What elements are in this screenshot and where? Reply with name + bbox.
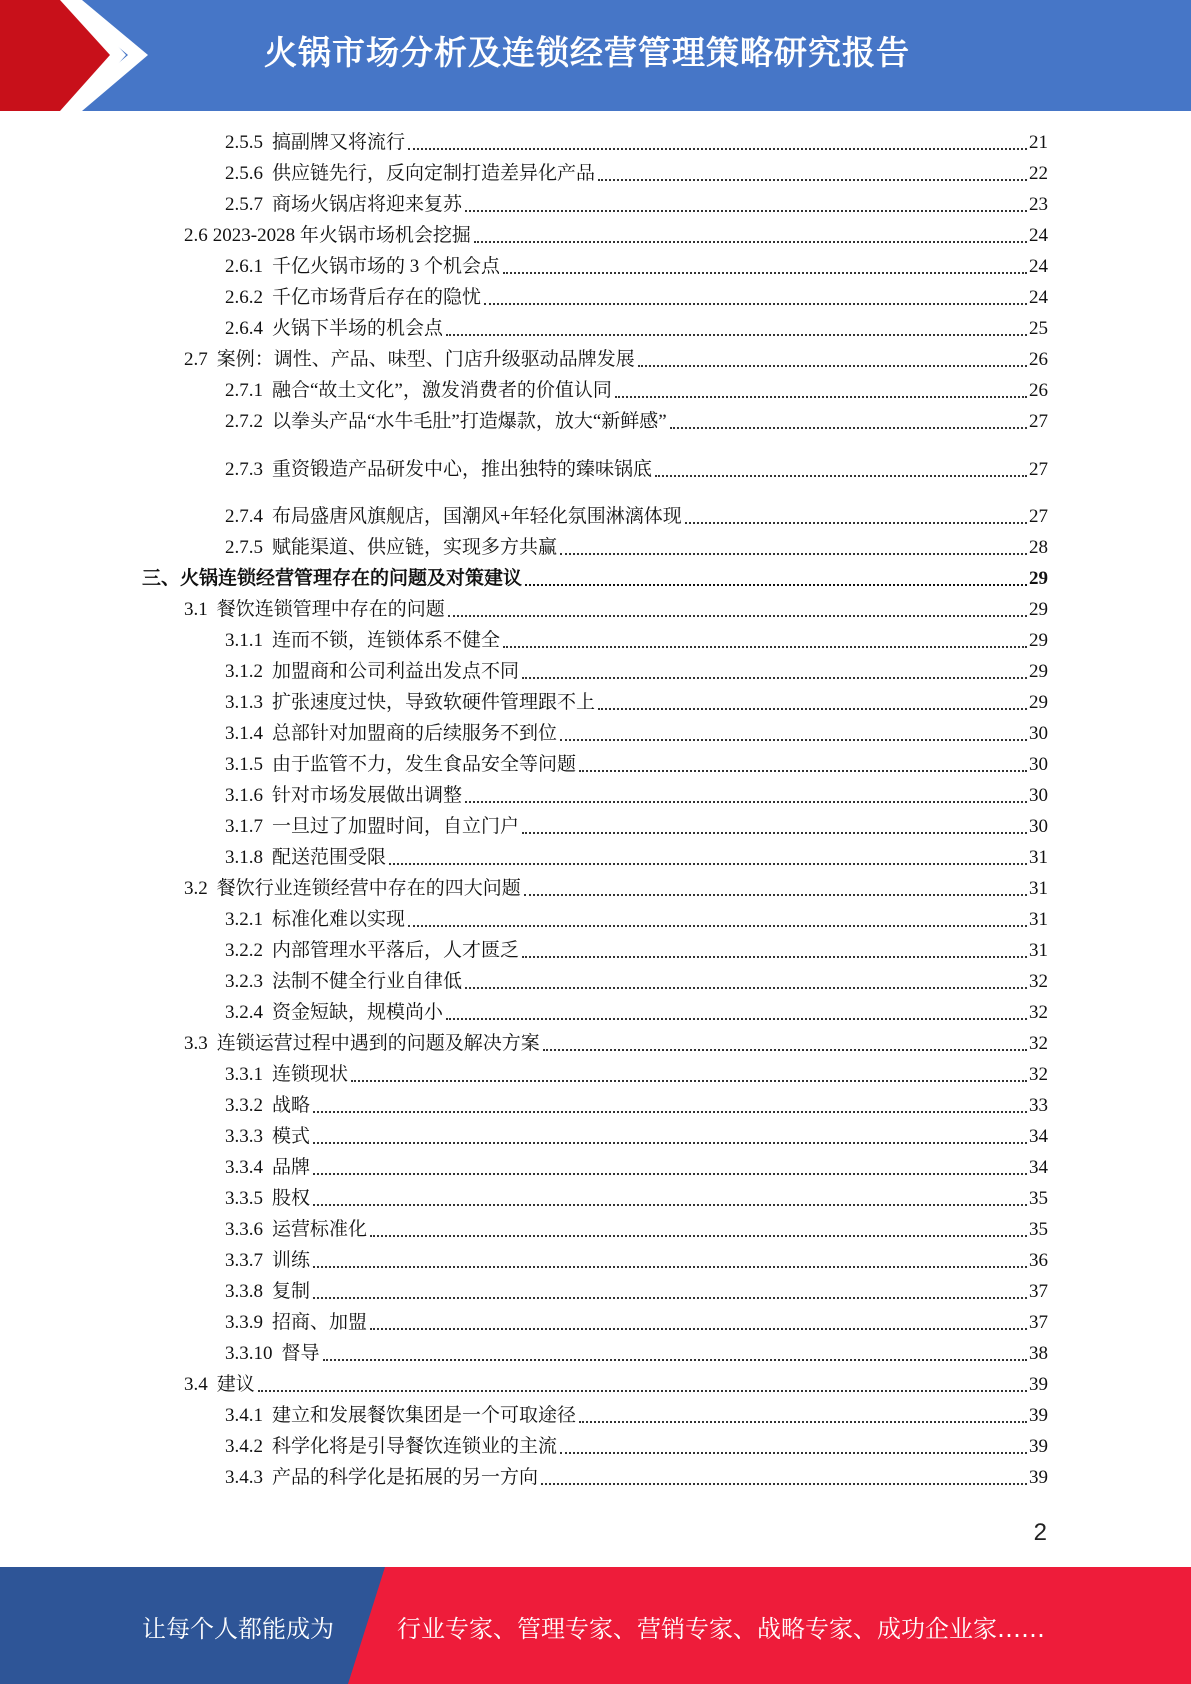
toc-entry-number: 2.6.4 — [225, 318, 263, 339]
toc-entry-number: 3.4 — [184, 1374, 208, 1395]
toc-entry-number: 3.2.4 — [225, 1002, 263, 1023]
toc-entry-title: 建议 — [216, 1374, 255, 1395]
toc-dot-leader — [670, 426, 1027, 429]
toc-entry-title: 千亿市场背后存在的隐忧 — [272, 287, 482, 308]
toc-entry-page: 24 — [1029, 287, 1048, 308]
toc-entry-page: 34 — [1029, 1157, 1048, 1178]
toc-entry-number: 2.7.2 — [225, 411, 263, 432]
toc-entry-title: 督导 — [281, 1343, 320, 1364]
toc-entry[interactable] — [225, 1063, 1048, 1087]
toc-entry-title: 搞副牌又将流行 — [272, 132, 406, 153]
toc-entry-title: 法制不健全行业自律低 — [272, 971, 463, 992]
toc-entry-title: 连锁运营过程中遇到的问题及解决方案 — [216, 1033, 540, 1054]
toc-entry[interactable] — [225, 846, 1048, 870]
toc-dot-leader — [446, 1017, 1027, 1020]
toc-entry-page: 32 — [1029, 1033, 1048, 1054]
toc-entry-page: 26 — [1029, 380, 1048, 401]
toc-entry[interactable] — [225, 1435, 1048, 1459]
toc-entry-title: 火锅下半场的机会点 — [272, 318, 444, 339]
toc-entry-page: 24 — [1029, 256, 1048, 277]
toc-entry[interactable] — [225, 1001, 1048, 1025]
toc-dot-leader — [655, 474, 1027, 477]
toc-entry-number: 3.1.1 — [225, 630, 263, 651]
toc-dot-leader — [465, 986, 1027, 989]
toc-entry-page: 30 — [1029, 816, 1048, 837]
toc-dot-leader — [541, 1482, 1027, 1485]
toc-entry-page: 39 — [1029, 1467, 1048, 1488]
toc-entry-number: 3.2.2 — [225, 940, 263, 961]
toc-entry[interactable] — [225, 1094, 1048, 1118]
toc-entry[interactable] — [225, 908, 1048, 932]
toc-entry-number: 3.3.4 — [225, 1157, 263, 1178]
toc-entry-title: 内部管理水平落后，人才匮乏 — [272, 940, 520, 961]
toc-entry-page: 24 — [1029, 225, 1048, 246]
toc-dot-leader — [615, 395, 1027, 398]
toc-entry-title: 布局盛唐风旗舰店，国潮风+年轻化氛围淋漓体现 — [272, 506, 682, 527]
toc-entry-page: 38 — [1029, 1343, 1048, 1364]
toc-dot-leader — [446, 333, 1027, 336]
toc-entry-number: 3.3.3 — [225, 1126, 263, 1147]
toc-entry[interactable] — [225, 784, 1048, 808]
toc-entry[interactable] — [225, 458, 1048, 482]
toc-entry-title: 重资锻造产品研发中心，推出独特的臻味锅底 — [272, 459, 653, 480]
toc-entry-title: 训练 — [272, 1250, 311, 1271]
toc-entry[interactable] — [225, 286, 1048, 310]
toc-entry-title: 火锅连锁经营管理存在的问题及对策建议 — [180, 568, 523, 589]
toc-dot-leader — [465, 209, 1027, 212]
toc-dot-leader — [522, 676, 1027, 679]
toc-entry[interactable] — [225, 1280, 1048, 1304]
toc-entry[interactable] — [225, 162, 1048, 186]
toc-entry-number: 3.2.3 — [225, 971, 263, 992]
toc-entry-title: 产品的科学化是拓展的另一方向 — [272, 1467, 539, 1488]
toc-entry-number: 3.4.1 — [225, 1405, 263, 1426]
toc-dot-leader — [323, 1358, 1027, 1361]
toc-entry[interactable] — [225, 753, 1048, 777]
toc-entry-number: 2.7.4 — [225, 506, 263, 527]
toc-dot-leader — [351, 1079, 1027, 1082]
toc-entry[interactable] — [225, 970, 1048, 994]
toc-dot-leader — [313, 1141, 1027, 1144]
toc-entry-page: 27 — [1029, 459, 1048, 480]
toc-dot-leader — [685, 521, 1027, 524]
toc-entry[interactable] — [225, 317, 1048, 341]
toc-entry[interactable] — [225, 536, 1048, 560]
toc-dot-leader — [598, 707, 1027, 710]
toc-entry-page: 30 — [1029, 785, 1048, 806]
toc-entry[interactable] — [225, 505, 1048, 529]
toc-entry-title: 科学化将是引导餐饮连锁业的主流 — [272, 1436, 558, 1457]
toc-entry[interactable] — [225, 660, 1048, 684]
toc-entry-title: 配送范围受限 — [272, 847, 387, 868]
toc-entry-title: 建立和发展餐饮集团是一个可取途径 — [272, 1405, 577, 1426]
toc-entry[interactable] — [184, 598, 1048, 622]
toc-entry[interactable] — [225, 1249, 1048, 1273]
toc-entry[interactable] — [225, 1156, 1048, 1180]
toc-entry-title: 连锁现状 — [272, 1064, 349, 1085]
toc-entry[interactable] — [225, 1342, 1048, 1366]
toc-entry-number: 2.7.1 — [225, 380, 263, 401]
toc-dot-leader — [408, 147, 1027, 150]
toc-dot-leader — [560, 552, 1027, 555]
toc-dot-leader — [448, 614, 1027, 617]
toc-dot-leader — [313, 1296, 1027, 1299]
toc-entry-title: 融合“故土文化”，激发消费者的价值认同 — [272, 380, 612, 401]
toc-entry-number: 3.3.10 — [225, 1343, 273, 1364]
toc-entry[interactable] — [225, 1311, 1048, 1335]
toc-entry-number: 3.1.6 — [225, 785, 263, 806]
toc-entry-page: 30 — [1029, 723, 1048, 744]
toc-entry-page: 31 — [1029, 878, 1048, 899]
toc-entry[interactable] — [225, 193, 1048, 217]
toc-dot-leader — [598, 178, 1027, 181]
toc-entry-page: 29 — [1029, 692, 1048, 713]
toc-dot-leader — [638, 364, 1027, 367]
toc-entry-title: 案例：调性、产品、味型、门店升级驱动品牌发展 — [216, 349, 635, 370]
toc-entry-number: 3.3.7 — [225, 1250, 263, 1271]
toc-entry-number: 3.1.8 — [225, 847, 263, 868]
toc-entry-page: 29 — [1029, 661, 1048, 682]
toc-entry-number: 2.6.1 — [225, 256, 263, 277]
toc-entry[interactable] — [184, 348, 1048, 372]
toc-entry-number: 3.1.7 — [225, 816, 263, 837]
toc-entry-page: 27 — [1029, 411, 1048, 432]
toc-entry-page: 31 — [1029, 940, 1048, 961]
toc-entry-title: 赋能渠道、供应链，实现多方共赢 — [272, 537, 558, 558]
toc-entry-number: 2.7.3 — [225, 459, 263, 480]
toc-entry-page: 35 — [1029, 1219, 1048, 1240]
toc-dot-leader — [579, 1420, 1027, 1423]
toc-entry-page: 29 — [1029, 599, 1048, 620]
toc-entry-number: 3.3.2 — [225, 1095, 263, 1116]
toc-entry-page: 31 — [1029, 847, 1048, 868]
toc-entry-title: 扩张速度过快，导致软硬件管理跟不上 — [272, 692, 596, 713]
toc-entry-number: 2.5.7 — [225, 194, 263, 215]
toc-entry-number: 3.2.1 — [225, 909, 263, 930]
toc-entry[interactable] — [225, 379, 1048, 403]
toc-entry[interactable] — [225, 815, 1048, 839]
toc-dot-leader — [525, 583, 1027, 586]
toc-entry-page: 35 — [1029, 1188, 1048, 1209]
toc-entry-title: 餐饮连锁管理中存在的问题 — [216, 599, 445, 620]
toc-dot-leader — [484, 302, 1027, 305]
toc-entry[interactable] — [225, 1404, 1048, 1428]
toc-entry-page: 29 — [1029, 630, 1048, 651]
toc-dot-leader — [465, 800, 1027, 803]
toc-entry-number: 3.1.5 — [225, 754, 263, 775]
toc-entry-title: 运营标准化 — [272, 1219, 368, 1240]
toc-entry-page: 29 — [1029, 568, 1048, 589]
toc-entry-title: 战略 — [272, 1095, 311, 1116]
toc-dot-leader — [560, 738, 1027, 741]
toc-entry-page: 36 — [1029, 1250, 1048, 1271]
toc-entry-number: 3.1.2 — [225, 661, 263, 682]
toc-entry[interactable] — [184, 1032, 1048, 1056]
footer-slogan-right: 行业专家、管理专家、营销专家、战略专家、成功企业家…… — [397, 1615, 1045, 1643]
toc-entry-page: 32 — [1029, 1002, 1048, 1023]
toc-entry-page: 39 — [1029, 1374, 1048, 1395]
toc-entry[interactable] — [184, 1373, 1048, 1397]
toc-dot-leader — [503, 271, 1027, 274]
toc-entry-page: 23 — [1029, 194, 1048, 215]
toc-entry-page: 31 — [1029, 909, 1048, 930]
toc-entry-title: 以拳头产品“水牛毛肚”打造爆款，放大“新鲜感” — [272, 411, 667, 432]
toc-entry-title: 供应链先行，反向定制打造差异化产品 — [272, 163, 596, 184]
toc-entry-page: 21 — [1029, 132, 1048, 153]
toc-dot-leader — [408, 924, 1027, 927]
toc-entry-title: 模式 — [272, 1126, 311, 1147]
toc-entry-number: 3.3.6 — [225, 1219, 263, 1240]
toc-entry-number: 3.3.1 — [225, 1064, 263, 1085]
toc-entry-title: 商场火锅店将迎来复苏 — [272, 194, 463, 215]
toc-entry-page: 22 — [1029, 163, 1048, 184]
toc-entry-title: 股权 — [272, 1188, 311, 1209]
toc-entry-number: 2.7 — [184, 349, 208, 370]
toc-entry-title: 复制 — [272, 1281, 311, 1302]
toc-dot-leader — [474, 240, 1027, 243]
toc-entry-page: 37 — [1029, 1281, 1048, 1302]
toc-entry-title: 由于监管不力，发生食品安全等问题 — [272, 754, 577, 775]
toc-entry[interactable] — [225, 629, 1048, 653]
toc-entry[interactable] — [225, 722, 1048, 746]
toc-entry-title: 连而不锁，连锁体系不健全 — [272, 630, 501, 651]
toc-entry-title: 总部针对加盟商的后续服务不到位 — [272, 723, 558, 744]
toc-entry-number: 3.3.5 — [225, 1188, 263, 1209]
toc-entry[interactable] — [142, 567, 1048, 591]
toc-entry-page: 28 — [1029, 537, 1048, 558]
toc-entry-title: 2023-2028 年火锅市场机会挖掘 — [212, 225, 471, 246]
report-footer-banner — [0, 1567, 1191, 1684]
toc-entry-number: 3.3.8 — [225, 1281, 263, 1302]
toc-entry[interactable] — [225, 939, 1048, 963]
toc-dot-leader — [522, 831, 1027, 834]
page-number: 2 — [1033, 1519, 1047, 1546]
toc-dot-leader — [579, 769, 1027, 772]
toc-entry-title: 标准化难以实现 — [272, 909, 406, 930]
toc-entry-title: 千亿火锅市场的 3 个机会点 — [272, 256, 501, 277]
toc-entry-page: 33 — [1029, 1095, 1048, 1116]
footer-slogan-left: 让每个人都能成为 — [142, 1615, 334, 1643]
toc-entry[interactable] — [225, 131, 1048, 155]
toc-dot-leader — [560, 1451, 1027, 1454]
toc-dot-leader — [313, 1172, 1027, 1175]
toc-dot-leader — [313, 1265, 1027, 1268]
toc-entry-number: 3.1 — [184, 599, 208, 620]
toc-entry-page: 30 — [1029, 754, 1048, 775]
toc-dot-leader — [258, 1389, 1027, 1392]
toc-entry-number: 3.4.3 — [225, 1467, 263, 1488]
toc-entry-number: 3.4.2 — [225, 1436, 263, 1457]
toc-entry[interactable] — [225, 255, 1048, 279]
toc-entry-title: 招商、加盟 — [272, 1312, 368, 1333]
toc-entry-title: 品牌 — [272, 1157, 311, 1178]
toc-entry-number: 2.6 — [184, 225, 208, 246]
toc-dot-leader — [313, 1203, 1027, 1206]
toc-entry-page: 25 — [1029, 318, 1048, 339]
toc-entry-title: 资金短缺，规模尚小 — [272, 1002, 444, 1023]
toc-entry-number: 3.2 — [184, 878, 208, 899]
toc-entry-title: 针对市场发展做出调整 — [272, 785, 463, 806]
toc-dot-leader — [522, 955, 1027, 958]
toc-entry-page: 39 — [1029, 1436, 1048, 1457]
toc-entry-page: 27 — [1029, 506, 1048, 527]
toc-entry-title: 一旦过了加盟时间，自立门户 — [272, 816, 520, 837]
toc-entry-page: 34 — [1029, 1126, 1048, 1147]
toc-entry-number: 3.1.3 — [225, 692, 263, 713]
toc-entry[interactable] — [225, 691, 1048, 715]
toc-entry-number: 2.5.6 — [225, 163, 263, 184]
toc-dot-leader — [524, 893, 1027, 896]
toc-entry[interactable] — [225, 1218, 1048, 1242]
toc-entry-page: 39 — [1029, 1405, 1048, 1426]
toc-entry[interactable] — [184, 877, 1048, 901]
toc-dot-leader — [543, 1048, 1027, 1051]
toc-entry-page: 37 — [1029, 1312, 1048, 1333]
toc-dot-leader — [370, 1327, 1027, 1330]
toc-entry[interactable] — [225, 1466, 1048, 1490]
toc-entry-number: 2.7.5 — [225, 537, 263, 558]
toc-entry-number: 3.1.4 — [225, 723, 263, 744]
toc-entry-number: 三、 — [142, 568, 181, 589]
toc-entry[interactable] — [184, 224, 1048, 248]
toc-dot-leader — [389, 862, 1027, 865]
toc-entry-page: 32 — [1029, 971, 1048, 992]
toc-entry[interactable] — [225, 410, 1048, 434]
toc-entry-page: 26 — [1029, 349, 1048, 370]
toc-entry[interactable] — [225, 1125, 1048, 1149]
toc-entry-number: 3.3.9 — [225, 1312, 263, 1333]
toc-entry-title: 餐饮行业连锁经营中存在的四大问题 — [216, 878, 521, 899]
toc-entry-number: 3.3 — [184, 1033, 208, 1054]
toc-entry-number: 2.5.5 — [225, 132, 263, 153]
toc-dot-leader — [370, 1234, 1027, 1237]
toc-entry-page: 32 — [1029, 1064, 1048, 1085]
toc-entry-title: 加盟商和公司利益出发点不同 — [272, 661, 520, 682]
toc-dot-leader — [313, 1110, 1027, 1113]
toc-entry[interactable] — [225, 1187, 1048, 1211]
toc-entry-number: 2.6.2 — [225, 287, 263, 308]
toc-dot-leader — [503, 645, 1027, 648]
report-title: 火锅市场分析及连锁经营管理策略研究报告 — [264, 33, 910, 72]
